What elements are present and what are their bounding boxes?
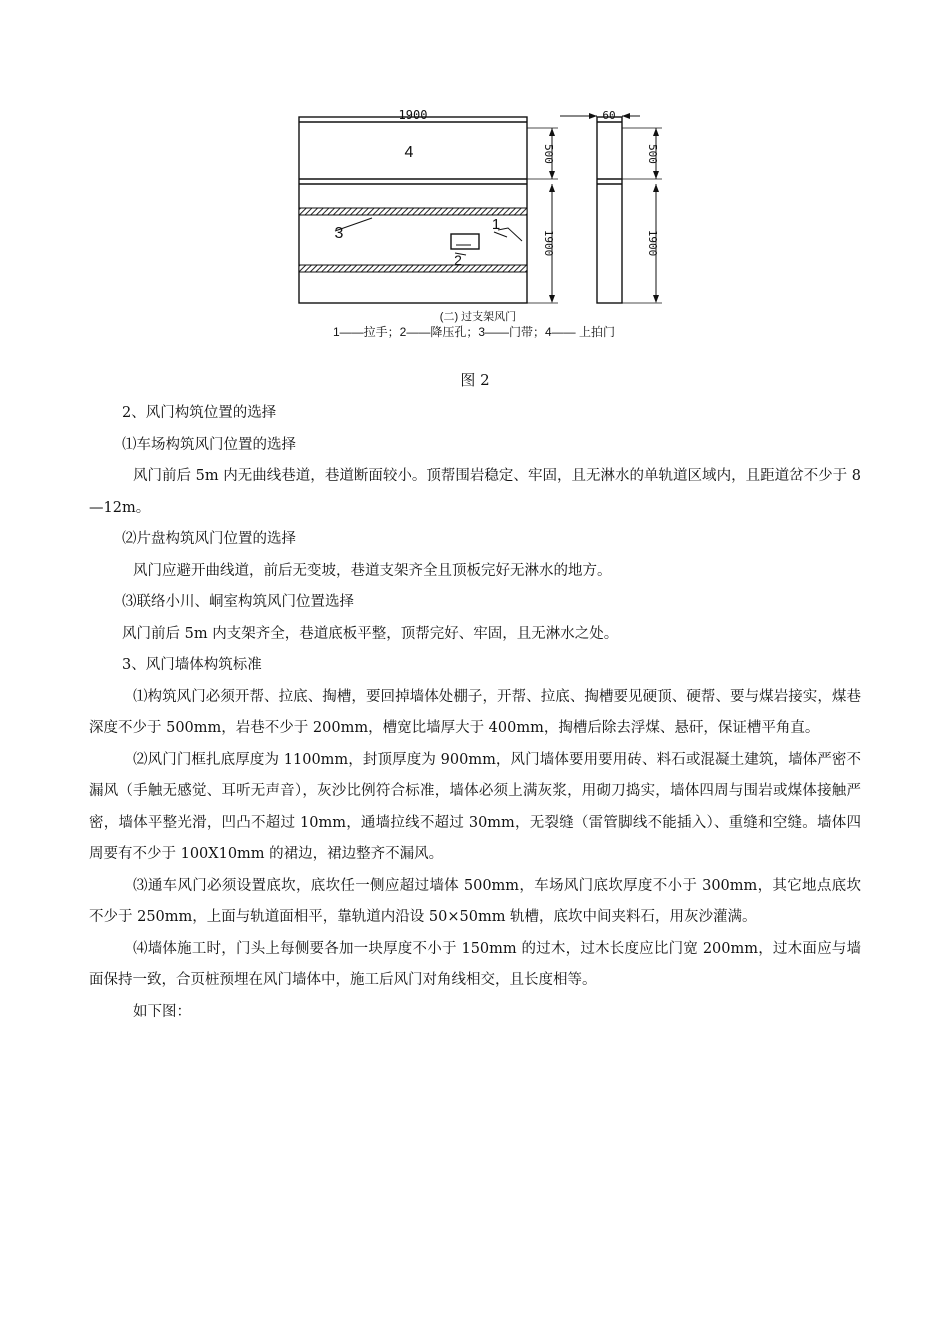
paragraph-7: ⑷墙体施工时，门头上每侧要各加一块厚度不小于 150mm 的过木，过木长度应比门宽 200mm，过木面应与墙面保持一致，合页桩预埋在风门墙体中，施工后风门对角线相交，且长度相等。 <box>89 940 861 988</box>
dim-width: 1900 <box>398 108 428 122</box>
label-3: 3 <box>334 225 344 242</box>
subheading-2: ⑵片盘构筑风门位置的选择 <box>122 531 296 547</box>
dim-bottom-height: 1900 <box>542 229 555 257</box>
paragraph-5: ⑵风门门框扎底厚度为 1100mm，封顶厚度为 900mm，风门墙体要用要用砖、料石或混凝土建筑，墙体严密不漏风（手触无感觉、耳听无声音），灰沙比例符合标准，墙体必须上满灰浆，用砌刀捣实，墙体四周与围岩或煤体接触严密，墙体平整光滑，凹凸不超过 10mm，通墙拉线不超过 30mm，无裂缝（雷管脚线不能插入）、重缝和空缝。墙体四周要有不少于 100X10mm 的裙边，裙边整齐不漏风。 <box>89 751 861 862</box>
dim-side-top-height: 500 <box>646 144 659 164</box>
label-1: 1 <box>491 216 501 233</box>
section-heading-3: 3、风门墙体构筑标准 <box>122 657 262 673</box>
section-heading-2: 2、风门构筑位置的选择 <box>122 405 277 421</box>
paragraph-6: ⑶通车风门必须设置底坎，底坎任一侧应超过墙体 500mm，车场风门底坎厚度不小于 300mm，其它地点底坎不少于 250mm，上面与轨道面相平，靠轨道内沿设 50×50mm 轨槽，底坎中间夹料石，用灰沙灌满。 <box>89 877 861 925</box>
figure-legend: 1——拉手；2——降压孔；3——门带；4—— 上拍门 <box>332 325 616 339</box>
subheading-3: ⑶联络小川、峒室构筑风门位置选择 <box>122 594 354 610</box>
pressure-hole <box>451 234 479 249</box>
door-strap-top <box>299 208 527 215</box>
paragraph-4: ⑴构筑风门必须开帮、拉底、掏槽，要回掉墙体处棚子，开帮、拉底、掏槽要见硬顶、硬帮、要与煤岩接实，煤巷深度不少于 500mm，岩巷不少于 200mm，槽宽比墙厚大于 400mm，掏槽后除去浮煤、悬矸，保证槽平角直。 <box>89 688 861 736</box>
paragraph-8: 如下图： <box>133 1003 191 1020</box>
paragraph-3: 风门前后 5m 内支架齐全，巷道底板平整，顶帮完好、牢固，且无淋水之处。 <box>122 625 619 642</box>
door-diagram-svg <box>0 95 950 345</box>
paragraph-2: 风门应避开曲线道，前后无变坡，巷道支架齐全且顶板完好无淋水的地方。 <box>133 562 612 579</box>
dim-thickness: 60 <box>602 109 616 122</box>
door-strap-bottom <box>299 265 527 272</box>
label-2: 2 <box>454 252 462 268</box>
figure-caption: 图 2 <box>460 371 490 389</box>
dim-top-height: 500 <box>542 144 555 164</box>
side-view-frame <box>597 117 622 303</box>
door-diagram <box>0 95 950 345</box>
paragraph-1: 风门前后 5m 内无曲线巷道，巷道断面较小。顶帮围岩稳定、牢固，且无淋水的单轨道区域内，且距道岔不少于 8—12m。 <box>89 468 861 516</box>
label-4: 4 <box>404 144 414 161</box>
body-text <box>89 398 861 1028</box>
dim-side-bottom-height: 1900 <box>646 229 659 257</box>
figure-subtitle: (二) 过支架风门 <box>439 311 517 323</box>
subheading-1: ⑴车场构筑风门位置的选择 <box>122 436 296 453</box>
